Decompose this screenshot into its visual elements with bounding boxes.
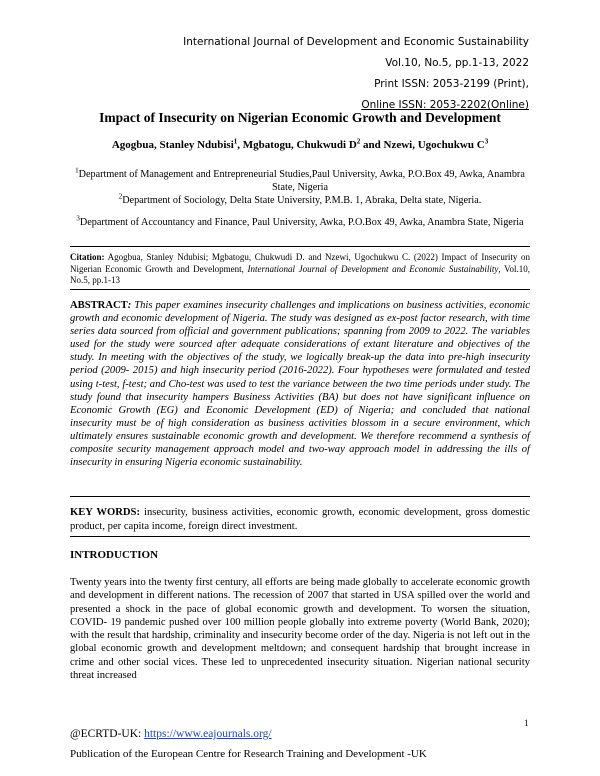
page-number: 1 — [524, 718, 529, 728]
author-3-sup: 3 — [484, 137, 489, 146]
keywords-label: KEY WORDS: — [70, 507, 140, 518]
paper-title: Impact of Insecurity on Nigerian Economic Growth and Development — [99, 110, 501, 125]
affiliation-2: $^2$Department of Sociology, Delta State University, P.M.B. 1, Abraka, Delta state, Nigeria. — [118, 192, 482, 206]
author-3: and Nzewi, Ugochukwu C — [360, 139, 485, 151]
author-1: Agogbua, Stanley Ndubisi — [111, 139, 234, 151]
abstract-label: ABSTRACT — [70, 300, 128, 311]
abstract-text: This paper examines insecurity challenges and implications on business activities, economic growth and economic development of Nigeria. The study was designed as ex-post factor research, with time series data sourced from official and government publications; spanning from 2009 to 2022. The variables used for the study were sourced after adequate considerations of extant literature and objectives of the study. In meeting with the objectives of the study, we logically break-up the data into pre-high insecurity period (2009- 2015) and high insecurity period (2016-2022). Four hypotheses were formulated and tested using t-test, f-test; and Cho-test was used to test the variance between the two time periods under study. The study found that insecurity hampers Business Activities (BA) but does not have significant influence on Economic Growth (EG) and Economic Development (ED) of Nigeria; and concluded that national insecurity must be of high consideration as business activities blossom in a secure environment, which ultimately ensures sustainable economic growth and development. We therefore recommend a synthesis of composite security management approach model and two-way approach model in addressing the ills of insecurity in ensuring Nigeria economic sustainability. — [70, 300, 530, 469]
author-2-sup: 2 — [356, 137, 361, 146]
citation-journal: International Journal of Development and Economic Sustainability — [247, 263, 499, 274]
divider — [70, 289, 530, 290]
volume-info: Vol.10, No.5, pp.1-13, 2022 — [385, 57, 529, 69]
affiliation-1: $^1$Department of Management and Entrepreneurial Studies,Paul University, Awka, P.O.Box 49, Awka, Anambra State, Nigeria — [75, 166, 525, 193]
journal-name: International Journal of Development and Economic Sustainability — [183, 36, 529, 48]
journal-header — [183, 32, 529, 116]
introduction-heading: INTRODUCTION — [70, 549, 159, 561]
keywords-text: insecurity, business activities, economic growth, economic development, gross domestic product, per capita income, foreign direct investment. — [70, 507, 530, 532]
divider — [70, 496, 530, 497]
author-2: , Mgbatogu, Chukwudi D — [237, 139, 357, 151]
divider — [70, 536, 530, 537]
keywords — [70, 506, 530, 533]
citation: Citation: Agogbua, Stanley Ndubisi; Mgbatogu, Chukwudi D. and Nzewi, Ugochukwu C. (2022) Impact of Insecurity on Nigerian Economic Growth and Development, International Journal of Development and Economic Sustainability, Vol.10, No.5, pp.1-13 — [70, 252, 530, 285]
author-1-sup: 1 — [233, 137, 238, 146]
divider — [70, 246, 530, 247]
introduction-text: Twenty years into the twenty first century, all efforts are being made globally to accelerate economic growth and development in different nations. The recession of 2007 that started in USA spilled over the world and presented a shock in the pace of global economic growth and development. To worsen the situation, COVID- 19 pandemic pushed over 100 million people globally into extreme poverty (World Bank, 2020); with the result that hardship, criminality and insecurity become order of the day. Nigeria is not left out in the global economic growth and development meltdown; and consequent hardship that brought increase in crime and other social vices. These led to unprecedented insecurity situation. Nigerian national security threat increased — [70, 577, 530, 682]
author-list — [0, 139, 600, 151]
affiliation-3: $^3$Department of Accountancy and Finance, Paul University, Awka, P.O.Box 49, Awka, Anambra State, Nigeria — [76, 214, 524, 228]
footer-link[interactable]: https://www.eajournals.org/ — [144, 728, 272, 740]
online-issn: Online ISSN: 2053-2202(Online) — [361, 99, 529, 111]
abstract: ABSTRACT: This paper examines insecurity challenges and implications on business activities, economic growth and economic development of Nigeria. The study was designed as ex-post factor research, with time series data sourced from official and government publications; spanning from 2009 to 2022. The variables used for the study were sourced after adequate considerations of extant literature and objectives of the study. In meeting with the objectives of the study, we logically break-up the data into pre-high insecurity period (2009- 2015) and high insecurity period (2016-2022). Four hypotheses were formulated and tested using t-test, f-test; and Cho-test was used to test the variance between the two time periods under study. The study found that insecurity hampers Business Activities (BA) but does not have significant influence on Economic Growth (EG) and Economic Development (ED) of Nigeria; and concluded that national insecurity must be of high consideration as business activities blossom in a secure environment, which ultimately ensures sustainable economic growth and development. We therefore recommend a synthesis of composite security management approach model and two-way approach model in addressing the ills of insecurity in ensuring Nigeria economic sustainability. — [70, 300, 530, 469]
footer-org: @ECRTD-UK: https://www.eajournals.org/ — [70, 728, 272, 740]
footer-publisher: Publication of the European Centre for Research Training and Development -UK — [70, 748, 427, 760]
citation-label: Citation: — [70, 252, 105, 262]
print-issn: Print ISSN: 2053-2199 (Print), — [374, 78, 529, 90]
